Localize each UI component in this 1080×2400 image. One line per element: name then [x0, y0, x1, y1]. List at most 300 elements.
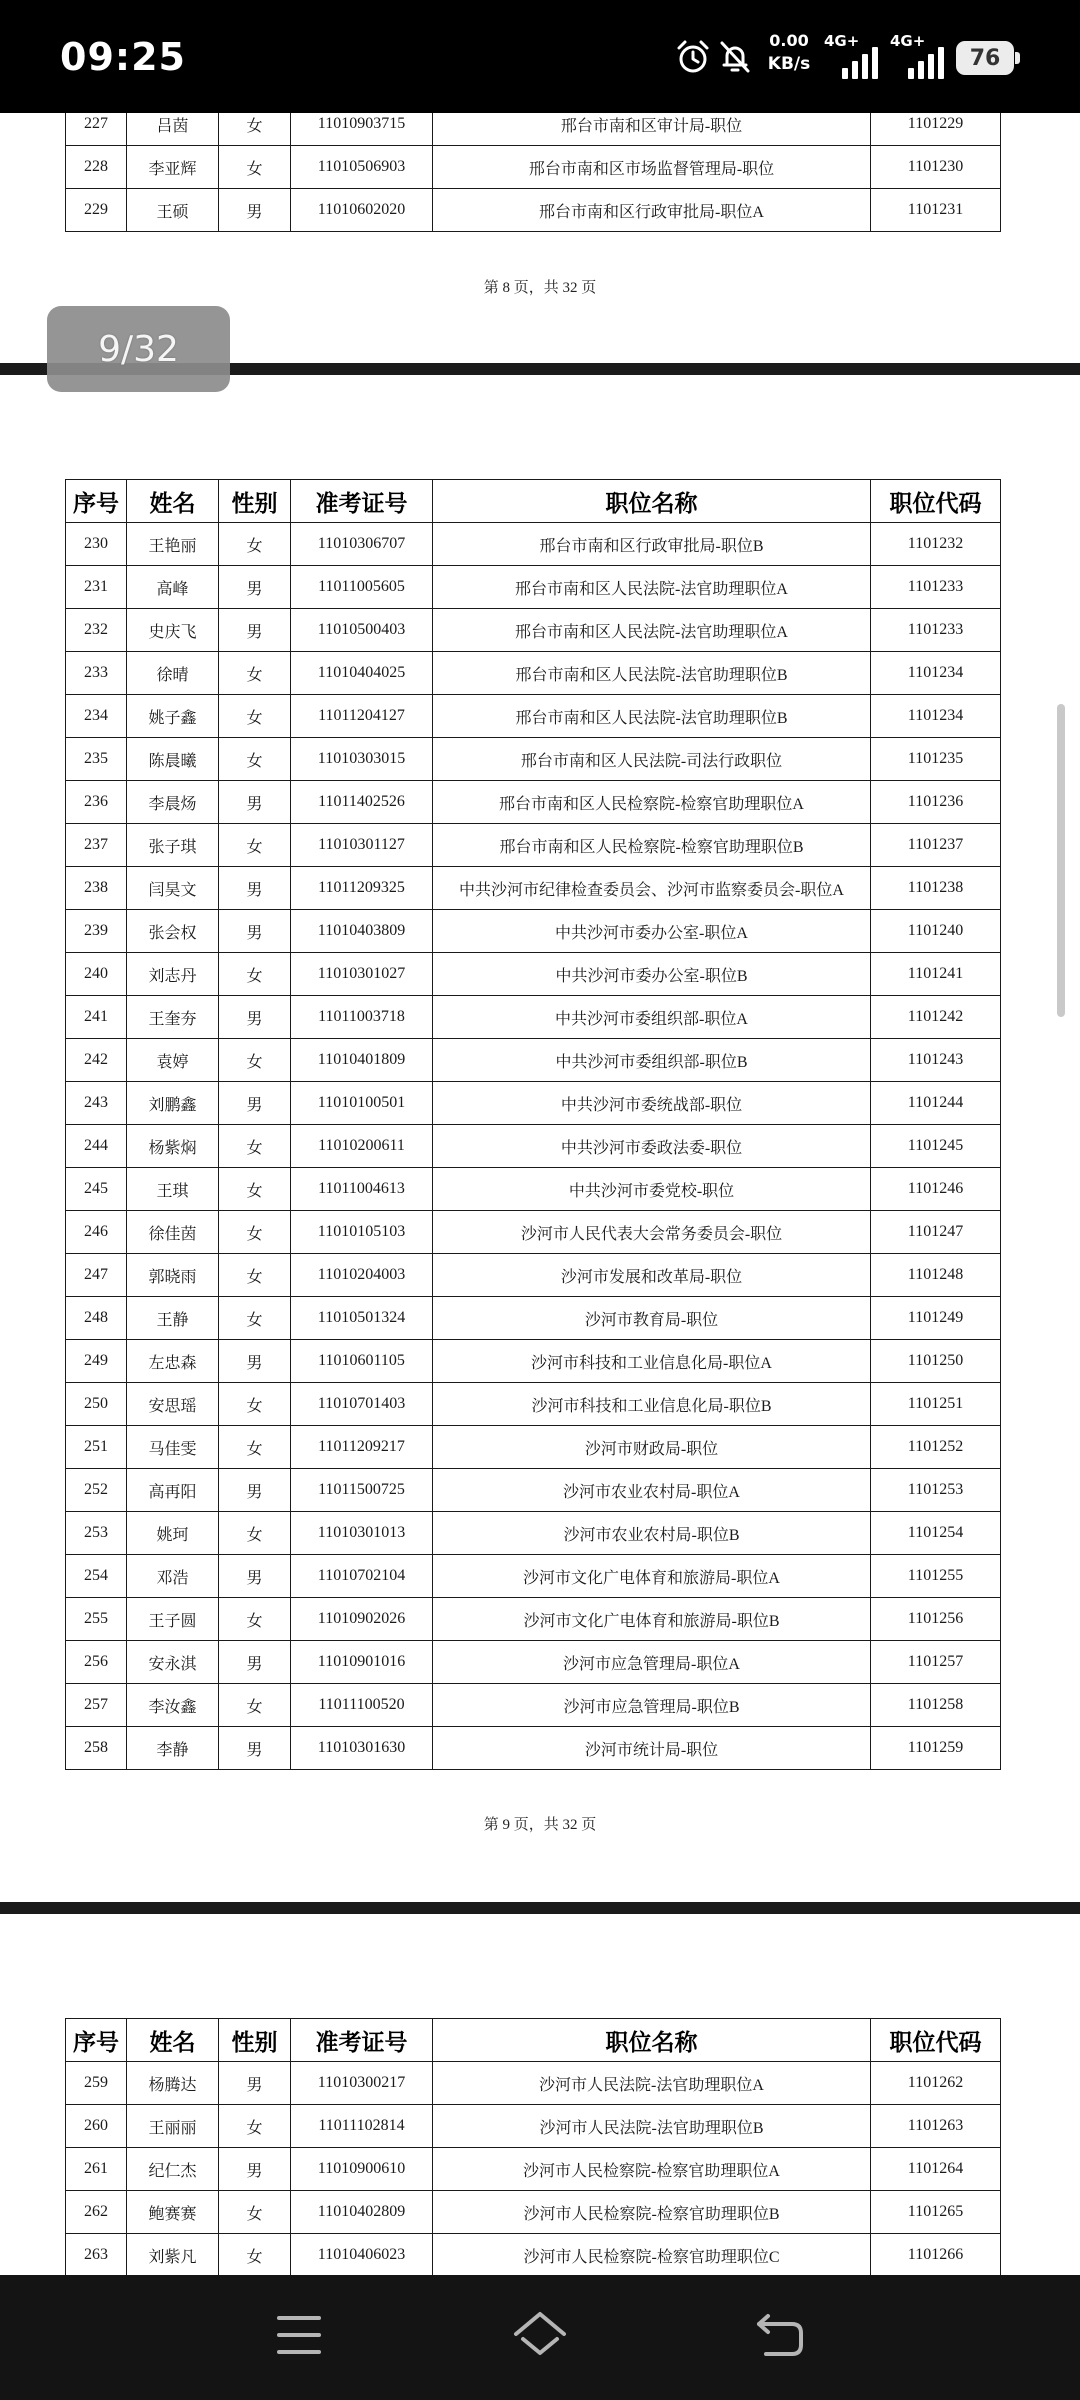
cell-name: 纪仁杰	[127, 2148, 219, 2191]
cell-exam-id: 11010301127	[291, 824, 433, 867]
cell-seq-no: 231	[66, 566, 127, 609]
cell-position-name: 邢台市南和区人民法院-法官助理职位A	[433, 609, 871, 652]
cell-seq-no: 251	[66, 1426, 127, 1469]
table-row	[66, 2234, 1001, 2275]
cell-position-name: 邢台市南和区市场监督管理局-职位	[433, 146, 871, 189]
cell-position-code: 1101257	[871, 1641, 1001, 1684]
cell-position-code: 1101247	[871, 1211, 1001, 1254]
table-row	[66, 2105, 1001, 2148]
cell-seq-no: 237	[66, 824, 127, 867]
cell-position-name: 沙河市人民代表大会常务委员会-职位	[433, 1211, 871, 1254]
home-button[interactable]	[505, 2300, 575, 2370]
cell-seq-no: 242	[66, 1039, 127, 1082]
cell-position-name: 中共沙河市委办公室-职位A	[433, 910, 871, 953]
column-header-exam-id: 准考证号	[291, 480, 433, 523]
cell-gender: 女	[219, 523, 291, 566]
cell-position-code: 1101240	[871, 910, 1001, 953]
cell-exam-id: 11010200611	[291, 1125, 433, 1168]
cell-name: 李亚辉	[127, 146, 219, 189]
cell-exam-id: 11010100501	[291, 1082, 433, 1125]
cell-position-name: 沙河市发展和改革局-职位	[433, 1254, 871, 1297]
table-row	[66, 781, 1001, 824]
cell-exam-id: 11010500403	[291, 609, 433, 652]
cell-gender: 女	[219, 953, 291, 996]
cell-name: 安思瑶	[127, 1383, 219, 1426]
cell-exam-id: 11010501324	[291, 1297, 433, 1340]
cell-exam-id: 11010301630	[291, 1727, 433, 1770]
cell-position-name: 中共沙河市委办公室-职位B	[433, 953, 871, 996]
cell-position-code: 1101236	[871, 781, 1001, 824]
cell-position-code: 1101265	[871, 2191, 1001, 2234]
back-button[interactable]	[745, 2300, 815, 2370]
battery-nub	[1015, 52, 1020, 64]
cell-position-name: 沙河市科技和工业信息化局-职位A	[433, 1340, 871, 1383]
cell-exam-id: 11010401809	[291, 1039, 433, 1082]
cell-name: 王琪	[127, 1168, 219, 1211]
cell-position-name: 邢台市南和区审计局-职位	[433, 113, 871, 146]
cell-gender: 女	[219, 1254, 291, 1297]
cell-exam-id: 11010303015	[291, 738, 433, 781]
cell-exam-id: 11011102814	[291, 2105, 433, 2148]
cell-exam-id: 11010105103	[291, 1211, 433, 1254]
cell-seq-no: 257	[66, 1684, 127, 1727]
cell-gender: 女	[219, 1383, 291, 1426]
cell-position-code: 1101248	[871, 1254, 1001, 1297]
cell-position-name: 沙河市文化广电体育和旅游局-职位B	[433, 1598, 871, 1641]
cell-seq-no: 240	[66, 953, 127, 996]
table-row	[66, 1426, 1001, 1469]
cell-exam-id: 11010506903	[291, 146, 433, 189]
cell-position-code: 1101258	[871, 1684, 1001, 1727]
cell-gender: 男	[219, 910, 291, 953]
cell-exam-id: 11010301013	[291, 1512, 433, 1555]
cell-name: 姚子鑫	[127, 695, 219, 738]
cell-seq-no: 232	[66, 609, 127, 652]
cell-position-name: 沙河市人民检察院-检察官助理职位A	[433, 2148, 871, 2191]
cell-gender: 男	[219, 1340, 291, 1383]
cell-position-name: 沙河市文化广电体育和旅游局-职位A	[433, 1555, 871, 1598]
cell-exam-id: 11010306707	[291, 523, 433, 566]
cell-position-name: 沙河市农业农村局-职位B	[433, 1512, 871, 1555]
cell-position-name: 邢台市南和区人民法院-法官助理职位B	[433, 695, 871, 738]
cell-name: 杨腾达	[127, 2062, 219, 2105]
cell-name: 张子琪	[127, 824, 219, 867]
cell-exam-id: 11010404025	[291, 652, 433, 695]
cell-seq-no: 244	[66, 1125, 127, 1168]
network-speed-unit: KB/s	[767, 54, 811, 74]
cell-gender: 女	[219, 2234, 291, 2275]
cell-exam-id: 11010903715	[291, 113, 433, 146]
table-row	[66, 1727, 1001, 1770]
cell-name: 高峰	[127, 566, 219, 609]
cell-position-name: 邢台市南和区行政审批局-职位A	[433, 189, 871, 232]
table-row	[66, 953, 1001, 996]
cell-position-code: 1101233	[871, 566, 1001, 609]
cell-seq-no: 258	[66, 1727, 127, 1770]
cell-name: 徐晴	[127, 652, 219, 695]
column-header-position-code: 职位代码	[871, 480, 1001, 523]
cell-position-code: 1101241	[871, 953, 1001, 996]
cell-exam-id: 11011004613	[291, 1168, 433, 1211]
column-header-seq-no: 序号	[66, 480, 127, 523]
cell-position-code: 1101253	[871, 1469, 1001, 1512]
cell-position-code: 1101238	[871, 867, 1001, 910]
cell-name: 陈晨曦	[127, 738, 219, 781]
cell-exam-id: 11011500725	[291, 1469, 433, 1512]
cell-position-name: 中共沙河市委政法委-职位	[433, 1125, 871, 1168]
cell-exam-id: 11011204127	[291, 695, 433, 738]
cell-position-name: 邢台市南和区行政审批局-职位B	[433, 523, 871, 566]
table-page-10-partial	[65, 2018, 1001, 2275]
page-separator	[0, 1902, 1080, 1914]
cell-name: 李静	[127, 1727, 219, 1770]
cell-seq-no: 252	[66, 1469, 127, 1512]
cell-seq-no: 243	[66, 1082, 127, 1125]
cell-position-code: 1101252	[871, 1426, 1001, 1469]
cell-gender: 男	[219, 781, 291, 824]
cell-position-code: 1101256	[871, 1598, 1001, 1641]
cell-position-code: 1101259	[871, 1727, 1001, 1770]
cell-position-code: 1101232	[871, 523, 1001, 566]
cell-name: 王丽丽	[127, 2105, 219, 2148]
cell-seq-no: 260	[66, 2105, 127, 2148]
table-header-row	[66, 2019, 1001, 2062]
page-footer-8: 第 8 页，共 32 页	[483, 280, 597, 296]
column-header-exam-id: 准考证号	[291, 2019, 433, 2062]
table-row	[66, 2148, 1001, 2191]
cell-seq-no: 236	[66, 781, 127, 824]
table-row	[66, 652, 1001, 695]
table-row	[66, 738, 1001, 781]
cell-position-name: 沙河市应急管理局-职位A	[433, 1641, 871, 1684]
cell-gender: 女	[219, 2191, 291, 2234]
column-header-position-name: 职位名称	[433, 480, 871, 523]
cell-exam-id: 11011209325	[291, 867, 433, 910]
cell-name: 刘鹏鑫	[127, 1082, 219, 1125]
cell-gender: 男	[219, 2062, 291, 2105]
cell-position-code: 1101230	[871, 146, 1001, 189]
cell-position-name: 邢台市南和区人民法院-法官助理职位A	[433, 566, 871, 609]
cell-name: 王静	[127, 1297, 219, 1340]
cell-gender: 女	[219, 695, 291, 738]
cell-seq-no: 263	[66, 2234, 127, 2275]
cell-exam-id: 11010602020	[291, 189, 433, 232]
column-header-position-name: 职位名称	[433, 2019, 871, 2062]
cell-position-code: 1101237	[871, 824, 1001, 867]
cell-name: 袁婷	[127, 1039, 219, 1082]
cell-gender: 女	[219, 1211, 291, 1254]
cell-position-code: 1101231	[871, 189, 1001, 232]
cell-seq-no: 246	[66, 1211, 127, 1254]
menu-icon	[276, 2314, 322, 2356]
cell-exam-id: 11011003718	[291, 996, 433, 1039]
cell-name: 刘志丹	[127, 953, 219, 996]
table-row	[66, 1297, 1001, 1340]
cell-exam-id: 11011209217	[291, 1426, 433, 1469]
network-speed	[764, 30, 814, 76]
cell-gender: 女	[219, 1426, 291, 1469]
cell-position-code: 1101266	[871, 2234, 1001, 2275]
cell-gender: 男	[219, 1641, 291, 1684]
cell-position-name: 沙河市财政局-职位	[433, 1426, 871, 1469]
cell-exam-id: 11010204003	[291, 1254, 433, 1297]
pdf-document-viewport[interactable]	[0, 113, 1080, 2275]
cell-name: 王硕	[127, 189, 219, 232]
cell-gender: 女	[219, 1512, 291, 1555]
cell-seq-no: 233	[66, 652, 127, 695]
cell-position-name: 中共沙河市委组织部-职位A	[433, 996, 871, 1039]
cell-position-name: 沙河市人民法院-法官助理职位B	[433, 2105, 871, 2148]
cell-gender: 男	[219, 2148, 291, 2191]
column-header-position-code: 职位代码	[871, 2019, 1001, 2062]
cell-gender: 女	[219, 1598, 291, 1641]
cell-name: 邓浩	[127, 1555, 219, 1598]
cell-name: 吕茵	[127, 113, 219, 146]
table-row	[66, 1211, 1001, 1254]
battery-level: 76	[969, 45, 1001, 71]
table-row	[66, 996, 1001, 1039]
cell-name: 史庆飞	[127, 609, 219, 652]
column-header-gender: 性别	[219, 2019, 291, 2062]
cell-name: 李汝鑫	[127, 1684, 219, 1727]
cell-name: 安永淇	[127, 1641, 219, 1684]
cell-seq-no: 255	[66, 1598, 127, 1641]
sim2-signal	[890, 34, 948, 80]
cell-position-code: 1101233	[871, 609, 1001, 652]
table-row	[66, 2191, 1001, 2234]
table-row	[66, 609, 1001, 652]
cell-gender: 女	[219, 1168, 291, 1211]
cell-name: 杨紫焖	[127, 1125, 219, 1168]
cell-exam-id: 11010406023	[291, 2234, 433, 2275]
cell-name: 郭晓雨	[127, 1254, 219, 1297]
cell-exam-id: 11010701403	[291, 1383, 433, 1426]
cell-seq-no: 234	[66, 695, 127, 738]
cell-position-code: 1101262	[871, 2062, 1001, 2105]
cell-position-code: 1101263	[871, 2105, 1001, 2148]
cell-seq-no: 241	[66, 996, 127, 1039]
cell-seq-no: 229	[66, 189, 127, 232]
table-page-8-partial	[65, 113, 1001, 232]
table-row	[66, 1555, 1001, 1598]
table-row	[66, 1469, 1001, 1512]
table-row	[66, 910, 1001, 953]
cell-exam-id: 11011402526	[291, 781, 433, 824]
cell-name: 王奎夯	[127, 996, 219, 1039]
cell-name: 闫昊文	[127, 867, 219, 910]
cell-seq-no: 249	[66, 1340, 127, 1383]
cell-position-code: 1101234	[871, 695, 1001, 738]
column-header-name: 姓名	[127, 2019, 219, 2062]
table-row	[66, 2062, 1001, 2105]
battery-icon	[956, 41, 1014, 75]
cell-position-name: 沙河市人民检察院-检察官助理职位C	[433, 2234, 871, 2275]
cell-seq-no: 250	[66, 1383, 127, 1426]
cell-seq-no: 227	[66, 113, 127, 146]
cell-exam-id: 11010902026	[291, 1598, 433, 1641]
cell-name: 李晨炀	[127, 781, 219, 824]
network-speed-value: 0.00	[769, 31, 809, 50]
cell-position-name: 邢台市南和区人民检察院-检察官助理职位B	[433, 824, 871, 867]
cell-position-name: 沙河市人民检察院-检察官助理职位B	[433, 2191, 871, 2234]
cell-position-code: 1101255	[871, 1555, 1001, 1598]
sim2-network-type: 4G+	[890, 32, 926, 50]
cell-name: 王艳丽	[127, 523, 219, 566]
sim1-signal	[824, 34, 882, 80]
cell-gender: 男	[219, 1469, 291, 1512]
table-page-9	[65, 479, 1001, 1770]
cell-seq-no: 247	[66, 1254, 127, 1297]
cell-exam-id: 11010403809	[291, 910, 433, 953]
cell-exam-id: 11011100520	[291, 1684, 433, 1727]
cell-seq-no: 238	[66, 867, 127, 910]
cell-position-code: 1101234	[871, 652, 1001, 695]
cell-position-name: 沙河市应急管理局-职位B	[433, 1684, 871, 1727]
cell-gender: 女	[219, 652, 291, 695]
cell-position-name: 中共沙河市纪律检查委员会、沙河市监察委员会-职位A	[433, 867, 871, 910]
cell-gender: 女	[219, 1684, 291, 1727]
cell-seq-no: 261	[66, 2148, 127, 2191]
table-row	[66, 1082, 1001, 1125]
cell-position-code: 1101251	[871, 1383, 1001, 1426]
table-header-row	[66, 480, 1001, 523]
cell-position-name: 沙河市农业农村局-职位A	[433, 1469, 871, 1512]
cell-exam-id: 11010300217	[291, 2062, 433, 2105]
cell-seq-no: 230	[66, 523, 127, 566]
table-row	[66, 1684, 1001, 1727]
cell-name: 鲍赛赛	[127, 2191, 219, 2234]
cell-position-code: 1101242	[871, 996, 1001, 1039]
cell-name: 姚珂	[127, 1512, 219, 1555]
cell-gender: 女	[219, 738, 291, 781]
cell-position-name: 沙河市统计局-职位	[433, 1727, 871, 1770]
cell-gender: 女	[219, 2105, 291, 2148]
table-row	[66, 695, 1001, 738]
cell-name: 高再阳	[127, 1469, 219, 1512]
cell-position-code: 1101245	[871, 1125, 1001, 1168]
cell-position-name: 邢台市南和区人民检察院-检察官助理职位A	[433, 781, 871, 824]
alarm-icon	[674, 38, 712, 76]
column-header-name: 姓名	[127, 480, 219, 523]
status-bar	[0, 0, 1080, 113]
sim1-network-type: 4G+	[824, 32, 860, 50]
cell-gender: 女	[219, 1297, 291, 1340]
cell-position-name: 邢台市南和区人民法院-法官助理职位B	[433, 652, 871, 695]
column-header-gender: 性别	[219, 480, 291, 523]
cell-seq-no: 259	[66, 2062, 127, 2105]
table-row	[66, 113, 1001, 146]
cell-seq-no: 254	[66, 1555, 127, 1598]
column-header-seq-no: 序号	[66, 2019, 127, 2062]
table-row	[66, 1598, 1001, 1641]
cell-position-code: 1101244	[871, 1082, 1001, 1125]
cell-name: 左忠森	[127, 1340, 219, 1383]
cell-exam-id: 11010402809	[291, 2191, 433, 2234]
cell-gender: 女	[219, 1039, 291, 1082]
menu-button[interactable]	[264, 2300, 334, 2370]
table-row	[66, 1340, 1001, 1383]
cell-name: 徐佳茵	[127, 1211, 219, 1254]
cell-gender: 男	[219, 1082, 291, 1125]
cell-seq-no: 248	[66, 1297, 127, 1340]
cell-position-name: 中共沙河市委统战部-职位	[433, 1082, 871, 1125]
mute-icon	[716, 38, 754, 76]
table-row	[66, 1125, 1001, 1168]
cell-name: 张会权	[127, 910, 219, 953]
home-icon	[511, 2309, 569, 2361]
cell-gender: 男	[219, 1555, 291, 1598]
cell-position-name: 中共沙河市委党校-职位	[433, 1168, 871, 1211]
cell-name: 马佳雯	[127, 1426, 219, 1469]
cell-exam-id: 11010900610	[291, 2148, 433, 2191]
cell-position-code: 1101249	[871, 1297, 1001, 1340]
cell-position-name: 沙河市科技和工业信息化局-职位B	[433, 1383, 871, 1426]
cell-exam-id: 11010702104	[291, 1555, 433, 1598]
cell-position-name: 邢台市南和区人民法院-司法行政职位	[433, 738, 871, 781]
navigation-bar	[0, 2275, 1080, 2400]
cell-exam-id: 11010301027	[291, 953, 433, 996]
cell-position-code: 1101235	[871, 738, 1001, 781]
cell-name: 王子圆	[127, 1598, 219, 1641]
cell-position-code: 1101264	[871, 2148, 1001, 2191]
table-row	[66, 146, 1001, 189]
cell-name: 刘紫凡	[127, 2234, 219, 2275]
table-row	[66, 1039, 1001, 1082]
clock-time: 09:25	[60, 35, 186, 79]
cell-gender: 男	[219, 566, 291, 609]
table-row	[66, 1383, 1001, 1426]
cell-gender: 女	[219, 824, 291, 867]
table-row	[66, 824, 1001, 867]
table-row	[66, 867, 1001, 910]
cell-position-code: 1101229	[871, 113, 1001, 146]
cell-seq-no: 245	[66, 1168, 127, 1211]
cell-seq-no: 235	[66, 738, 127, 781]
cell-gender: 男	[219, 996, 291, 1039]
cell-gender: 男	[219, 1727, 291, 1770]
cell-exam-id: 11010901016	[291, 1641, 433, 1684]
table-row	[66, 1641, 1001, 1684]
cell-seq-no: 262	[66, 2191, 127, 2234]
cell-gender: 男	[219, 189, 291, 232]
table-row	[66, 1168, 1001, 1211]
cell-gender: 女	[219, 146, 291, 189]
table-row	[66, 1254, 1001, 1297]
vertical-scrollbar[interactable]	[1057, 704, 1065, 1017]
table-row	[66, 566, 1001, 609]
cell-position-name: 中共沙河市委组织部-职位B	[433, 1039, 871, 1082]
cell-exam-id: 11011005605	[291, 566, 433, 609]
page-footer-9: 第 9 页，共 32 页	[483, 1817, 597, 1833]
cell-gender: 男	[219, 867, 291, 910]
table-row	[66, 189, 1001, 232]
cell-seq-no: 228	[66, 146, 127, 189]
cell-position-code: 1101246	[871, 1168, 1001, 1211]
cell-seq-no: 256	[66, 1641, 127, 1684]
cell-position-name: 沙河市教育局-职位	[433, 1297, 871, 1340]
back-icon	[754, 2312, 806, 2358]
cell-gender: 女	[219, 1125, 291, 1168]
cell-position-code: 1101250	[871, 1340, 1001, 1383]
cell-gender: 女	[219, 113, 291, 146]
cell-exam-id: 11010601105	[291, 1340, 433, 1383]
cell-seq-no: 239	[66, 910, 127, 953]
cell-position-name: 沙河市人民法院-法官助理职位A	[433, 2062, 871, 2105]
table-row	[66, 523, 1001, 566]
cell-position-code: 1101243	[871, 1039, 1001, 1082]
cell-position-code: 1101254	[871, 1512, 1001, 1555]
cell-gender: 男	[219, 609, 291, 652]
